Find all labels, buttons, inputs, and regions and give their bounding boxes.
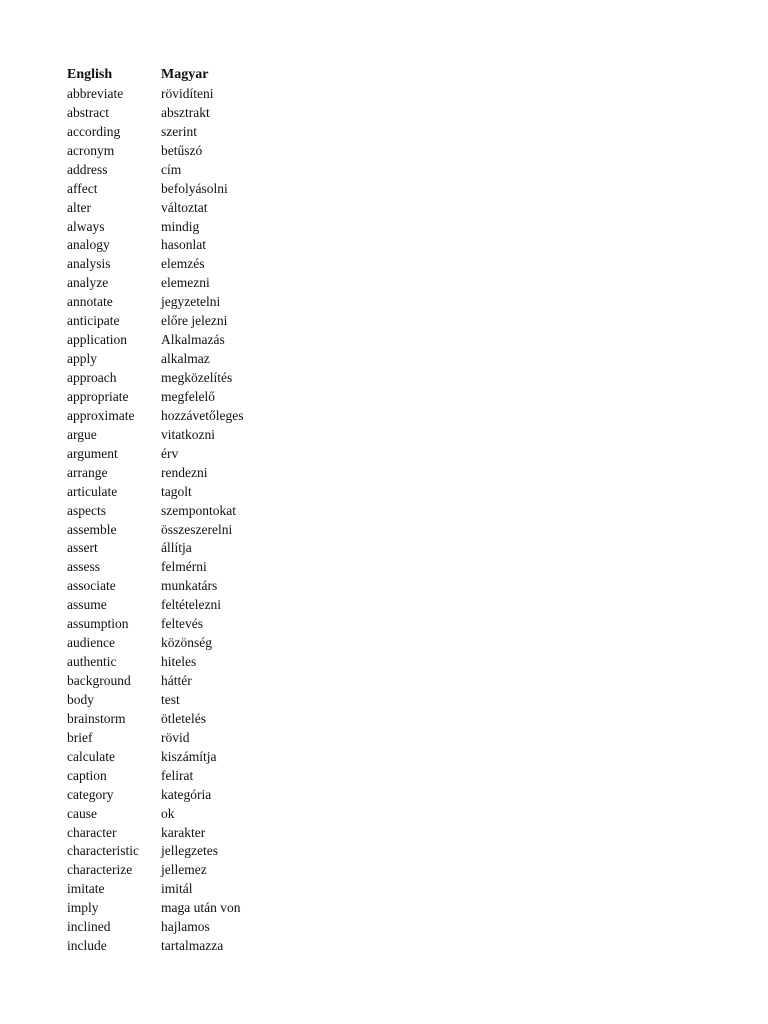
magyar-column-header: Magyar	[161, 67, 209, 82]
list-item	[67, 918, 727, 937]
english-word: audience	[67, 635, 115, 651]
english-word: category	[67, 786, 114, 802]
list-item	[67, 672, 727, 691]
hungarian-translation: cím	[161, 161, 182, 177]
hungarian-translation: alkalmaz	[161, 351, 210, 367]
hungarian-translation: összeszerelni	[161, 521, 233, 537]
english-word: brief	[67, 729, 93, 745]
hungarian-translation: vitatkozni	[161, 426, 215, 442]
english-word: background	[67, 673, 131, 688]
list-item	[67, 142, 727, 161]
hungarian-translation: szempontokat	[161, 502, 236, 518]
hungarian-translation: munkatárs	[161, 578, 218, 594]
english-word: body	[67, 691, 94, 707]
list-item	[67, 218, 727, 237]
english-word: aspects	[67, 502, 106, 518]
english-word: annotate	[67, 294, 113, 310]
hungarian-translation: előre jelezni	[161, 313, 228, 329]
english-word: argue	[67, 426, 97, 442]
english-word: characterize	[67, 862, 133, 878]
list-item	[67, 350, 727, 369]
list-item	[67, 729, 727, 748]
hungarian-translation: közönség	[161, 635, 212, 651]
hungarian-translation: jellemez	[161, 862, 207, 878]
english-word: caption	[67, 767, 107, 783]
list-item	[67, 805, 727, 824]
hungarian-translation: hozzávetőleges	[161, 407, 244, 423]
list-item	[67, 596, 727, 615]
hungarian-translation: szerint	[161, 123, 197, 139]
english-word: anticipate	[67, 313, 120, 329]
english-word: assert	[67, 540, 98, 556]
english-word: character	[67, 824, 117, 840]
english-word: appropriate	[67, 388, 129, 404]
english-word: arrange	[67, 464, 108, 480]
hungarian-translation: háttér	[161, 673, 192, 688]
list-item	[67, 426, 727, 445]
list-item	[67, 767, 727, 786]
list-item	[67, 824, 727, 843]
english-word: assemble	[67, 521, 117, 537]
list-item	[67, 653, 727, 672]
hungarian-translation: test	[161, 691, 180, 707]
english-word: alter	[67, 199, 91, 215]
hungarian-translation: elemzés	[161, 256, 205, 272]
list-item	[67, 445, 727, 464]
list-item	[67, 199, 727, 218]
hungarian-translation: hajlamos	[161, 919, 210, 935]
english-word: imitate	[67, 881, 105, 897]
hungarian-translation: ötletelés	[161, 710, 206, 726]
list-item	[67, 293, 727, 312]
english-word: analogy	[67, 237, 110, 253]
english-word: analysis	[67, 256, 111, 272]
list-item	[67, 407, 727, 426]
list-item	[67, 312, 727, 331]
hungarian-translation: rövidíteni	[161, 85, 214, 101]
list-item	[67, 521, 727, 540]
hungarian-translation: jegyzetelni	[161, 294, 221, 310]
hungarian-translation: megfelelő	[161, 388, 215, 404]
english-column-header: English	[67, 67, 113, 82]
list-item	[67, 388, 727, 407]
hungarian-translation: betűszó	[161, 142, 203, 158]
hungarian-translation: karakter	[161, 824, 206, 840]
hungarian-translation: megközelítés	[161, 370, 233, 385]
hungarian-translation: állítja	[161, 540, 192, 556]
list-item	[67, 786, 727, 805]
list-item	[67, 483, 727, 502]
english-word: argument	[67, 445, 118, 461]
hungarian-translation: mindig	[161, 218, 200, 234]
english-word: application	[67, 332, 127, 348]
hungarian-translation: felirat	[161, 767, 194, 783]
english-word: characteristic	[67, 843, 139, 859]
english-word: articulate	[67, 483, 118, 499]
hungarian-translation: maga után von	[161, 900, 241, 916]
english-word: imply	[67, 900, 99, 916]
english-word: cause	[67, 805, 97, 821]
english-word: address	[67, 161, 108, 177]
list-item	[67, 85, 727, 104]
list-item	[67, 558, 727, 577]
hungarian-translation: hasonlat	[161, 237, 206, 253]
english-word: assess	[67, 559, 100, 575]
list-item	[67, 236, 727, 255]
english-word: abstract	[67, 104, 109, 120]
list-item	[67, 369, 727, 388]
list-item	[67, 691, 727, 710]
english-word: brainstorm	[67, 710, 126, 726]
hungarian-translation: Alkalmazás	[161, 332, 225, 348]
hungarian-translation: tartalmazza	[161, 938, 224, 954]
hungarian-translation: ok	[161, 805, 175, 821]
hungarian-translation: absztrakt	[161, 104, 210, 120]
hungarian-translation: kiszámítja	[161, 748, 217, 764]
list-item	[67, 937, 727, 956]
english-word: inclined	[67, 919, 111, 935]
list-item	[67, 331, 727, 350]
list-item	[67, 748, 727, 767]
hungarian-translation: rövid	[161, 729, 190, 745]
hungarian-translation: érv	[161, 445, 179, 461]
list-item	[67, 161, 727, 180]
list-item	[67, 255, 727, 274]
hungarian-translation: feltevés	[161, 616, 203, 632]
list-item	[67, 180, 727, 199]
english-word: assume	[67, 597, 107, 613]
english-word: apply	[67, 351, 97, 367]
table-header	[67, 66, 727, 85]
hungarian-translation: változtat	[161, 199, 208, 215]
english-word: always	[67, 218, 105, 234]
english-word: approach	[67, 370, 117, 385]
list-item	[67, 615, 727, 634]
english-word: approximate	[67, 407, 135, 423]
english-word: authentic	[67, 654, 117, 670]
english-word: affect	[67, 180, 98, 196]
list-item	[67, 104, 727, 123]
english-word: assumption	[67, 616, 129, 632]
hungarian-translation: tagolt	[161, 483, 192, 499]
list-item	[67, 710, 727, 729]
vocabulary-page	[67, 66, 727, 956]
list-item	[67, 539, 727, 558]
english-word: calculate	[67, 748, 115, 764]
list-item	[67, 880, 727, 899]
english-word: include	[67, 938, 107, 954]
list-item	[67, 861, 727, 880]
english-word: abbreviate	[67, 85, 124, 101]
hungarian-translation: befolyásolni	[161, 180, 228, 196]
english-word: analyze	[67, 275, 109, 291]
hungarian-translation: elemezni	[161, 275, 210, 291]
hungarian-translation: imitál	[161, 881, 193, 897]
list-item	[67, 577, 727, 596]
list-item	[67, 274, 727, 293]
hungarian-translation: kategória	[161, 786, 212, 802]
hungarian-translation: felmérni	[161, 559, 207, 575]
list-item	[67, 634, 727, 653]
hungarian-translation: rendezni	[161, 464, 208, 480]
english-word: acronym	[67, 142, 115, 158]
list-item	[67, 842, 727, 861]
word-list	[67, 85, 727, 956]
hungarian-translation: feltételezni	[161, 597, 221, 613]
hungarian-translation: hiteles	[161, 654, 197, 670]
list-item	[67, 899, 727, 918]
list-item	[67, 502, 727, 521]
list-item	[67, 123, 727, 142]
english-word: according	[67, 123, 121, 139]
english-word: associate	[67, 578, 116, 594]
list-item	[67, 464, 727, 483]
hungarian-translation: jellegzetes	[161, 843, 218, 859]
